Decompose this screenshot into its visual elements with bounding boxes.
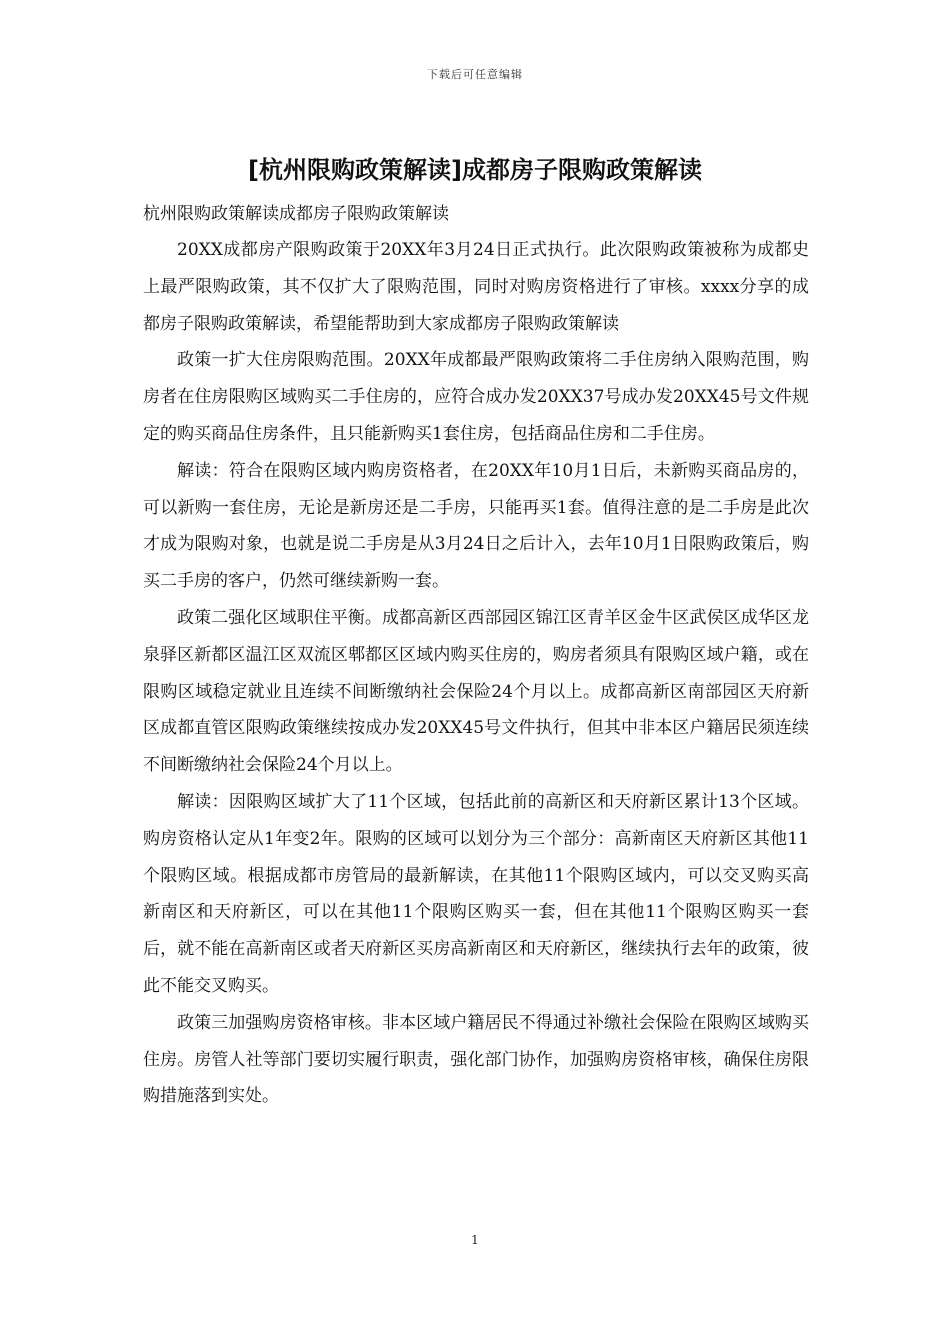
header-note: 下载后可任意编辑 [427, 68, 523, 81]
paragraph-policy-two: 政策二强化区域职住平衡。成都高新区西部园区锦江区青羊区金牛区武侯区成华区龙泉驿区新都区温江区双流区郫都区区域内购买住房的，购房者须具有限购区域户籍，或在限购区域稳定就业且连续不间断缴纳社会保险24个月以上。成都高新区南部园区天府新区成都直管区限购政策继续按成办发20XX45号文件执行，但其中非本区户籍居民须连续不间断缴纳社会保险24个月以上。 [143, 607, 809, 776]
paragraph-policy-one-interpretation: 解读：符合在限购区域内购房资格者，在20XX年10月1日后，未新购买商品房的，可以新购一套住房，无论是新房还是二手房，只能再买1套。值得注意的是二手房是此次才成为限购对象，也就是说二手房是从3月24日之后计入，去年10月1日限购政策后，购买二手房的客户，仍然可继续新购一套。 [143, 460, 809, 592]
document-body [143, 196, 809, 1115]
page-number: 1 [471, 1233, 479, 1247]
paragraph-intro: 20XX成都房产限购政策于20XX年3月24日正式执行。此次限购政策被称为成都史上最严限购政策，其不仅扩大了限购范围，同时对购房资格进行了审核。xxxx分享的成都房子限购政策解读，希望能帮助到大家成都房子限购政策解读 [143, 240, 809, 334]
document-title: [杭州限购政策解读]成都房子限购政策解读 [248, 156, 702, 184]
paragraph-policy-two-interpretation: 解读：因限购区域扩大了11个区域，包括此前的高新区和天府新区累计13个区域。购房资格认定从1年变2年。限购的区域可以划分为三个部分：高新南区天府新区其他11个限购区域。根据成都市房管局的最新解读，在其他11个限购区域内，可以交叉购买高新南区和天府新区，可以在其他11个限购区购买一套，但在其他11个限购区购买一套后，就不能在高新南区或者天府新区买房高新南区和天府新区，继续执行去年的政策，彼此不能交叉购买。 [143, 791, 809, 996]
document-subtitle: 杭州限购政策解读成都房子限购政策解读 [143, 204, 449, 224]
paragraph-policy-one: 政策一扩大住房限购范围。20XX年成都最严限购政策将二手住房纳入限购范围，购房者在住房限购区域购买二手住房的，应符合成办发20XX37号成办发20XX45号文件规定的购买商品住房条件，且只能新购买1套住房，包括商品住房和二手住房。 [143, 350, 809, 444]
paragraph-policy-three: 政策三加强购房资格审核。非本区域户籍居民不得通过补缴社会保险在限购区域购买住房。房管人社等部门要切实履行职责，强化部门协作，加强购房资格审核，确保住房限购措施落到实处。 [143, 1012, 809, 1107]
